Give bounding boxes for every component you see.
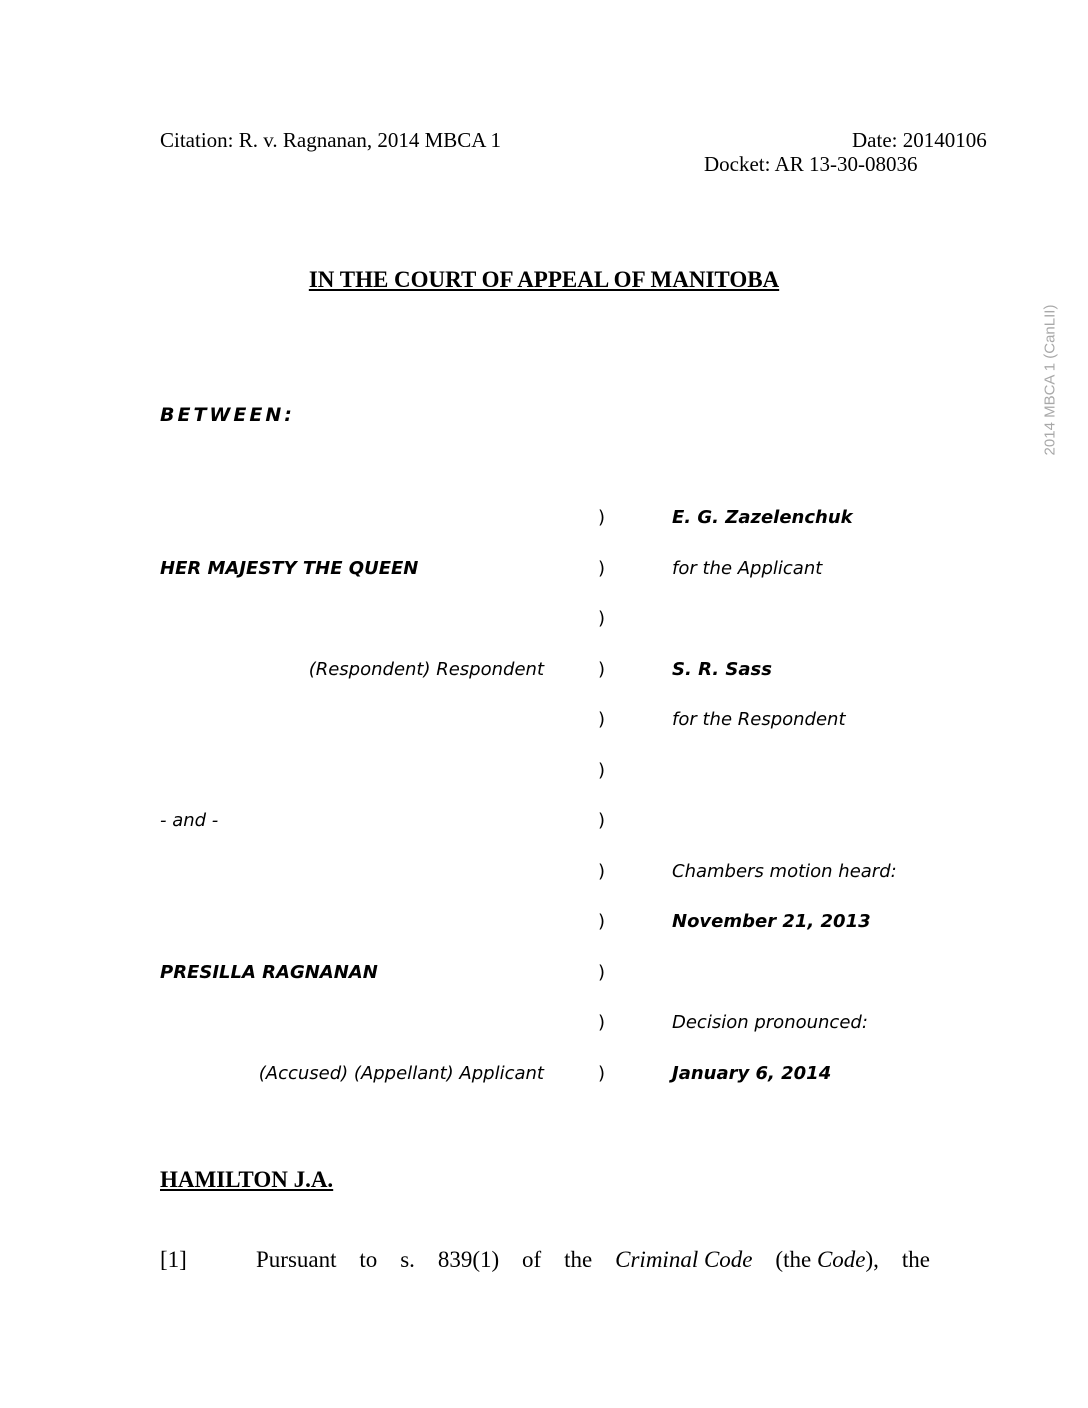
paragraph-word: s. bbox=[400, 1247, 415, 1272]
party-left-cell: (Accused) (Appellant) Applicant bbox=[258, 1062, 544, 1084]
docket-number: Docket: AR 13-30-08036 bbox=[704, 152, 918, 176]
party-left-cell: HER MAJESTY THE QUEEN bbox=[160, 557, 419, 579]
paragraph-word: to bbox=[359, 1247, 378, 1272]
decision-date: Date: 20140106 bbox=[852, 128, 987, 152]
party-right-cell: January 6, 2014 bbox=[672, 1062, 832, 1084]
paragraph-word: of bbox=[522, 1247, 542, 1272]
row-separator: ) bbox=[598, 1062, 606, 1084]
row-separator: ) bbox=[598, 507, 606, 528]
row-separator: ) bbox=[598, 810, 606, 831]
row-separator: ) bbox=[598, 1012, 606, 1033]
party-row bbox=[0, 608, 1088, 634]
paragraph-word: Pursuant bbox=[256, 1247, 337, 1272]
party-right-cell: Chambers motion heard: bbox=[672, 860, 897, 882]
party-row bbox=[0, 911, 1088, 937]
row-separator: ) bbox=[598, 911, 606, 932]
party-row bbox=[0, 962, 1088, 988]
party-row bbox=[0, 760, 1088, 786]
judge-name: HAMILTON J.A. bbox=[160, 1167, 334, 1192]
paragraph-number: [1] bbox=[160, 1247, 187, 1272]
party-right-cell: November 21, 2013 bbox=[672, 911, 871, 932]
row-separator: ) bbox=[598, 557, 606, 579]
party-right-cell: Decision pronounced: bbox=[672, 1012, 868, 1033]
party-left-cell: PRESILLA RAGNANAN bbox=[160, 961, 378, 983]
paragraph-word: the bbox=[564, 1247, 593, 1272]
paragraph-word: the bbox=[901, 1247, 930, 1272]
party-row bbox=[0, 1063, 1088, 1089]
paragraph-word-italic: Criminal Code bbox=[615, 1247, 753, 1272]
party-right-cell: for the Respondent bbox=[672, 709, 846, 730]
party-row bbox=[0, 659, 1088, 685]
canlii-watermark: 2014 MBCA 1 (CanLII) bbox=[1041, 304, 1059, 456]
row-separator: ) bbox=[598, 759, 606, 781]
party-right-cell: for the Applicant bbox=[672, 557, 823, 579]
party-right-cell: E. G. Zazelenchuk bbox=[672, 507, 853, 528]
citation: Citation: R. v. Ragnanan, 2014 MBCA 1 bbox=[160, 128, 502, 152]
row-separator: ) bbox=[598, 961, 606, 983]
party-row bbox=[0, 810, 1088, 836]
party-right-cell: S. R. Sass bbox=[672, 658, 772, 680]
party-left-cell: (Respondent) Respondent bbox=[308, 658, 544, 680]
row-separator: ) bbox=[598, 658, 606, 680]
row-separator: ) bbox=[598, 860, 606, 882]
court-title: IN THE COURT OF APPEAL OF MANITOBA bbox=[308, 267, 780, 292]
party-left-cell: - and - bbox=[160, 810, 219, 831]
code-italic: Code bbox=[816, 1247, 866, 1272]
paragraph-word-mixed: (the Code), bbox=[775, 1247, 879, 1272]
party-row bbox=[0, 709, 1088, 735]
between-label: BETWEEN: bbox=[160, 404, 295, 426]
row-separator: ) bbox=[598, 608, 606, 629]
paragraph-text bbox=[256, 1247, 930, 1273]
party-row bbox=[0, 1012, 1088, 1038]
party-row bbox=[0, 558, 1088, 584]
party-row bbox=[0, 861, 1088, 887]
row-separator: ) bbox=[598, 709, 606, 730]
paragraph-word: 839(1) bbox=[437, 1247, 500, 1272]
party-row bbox=[0, 507, 1088, 533]
